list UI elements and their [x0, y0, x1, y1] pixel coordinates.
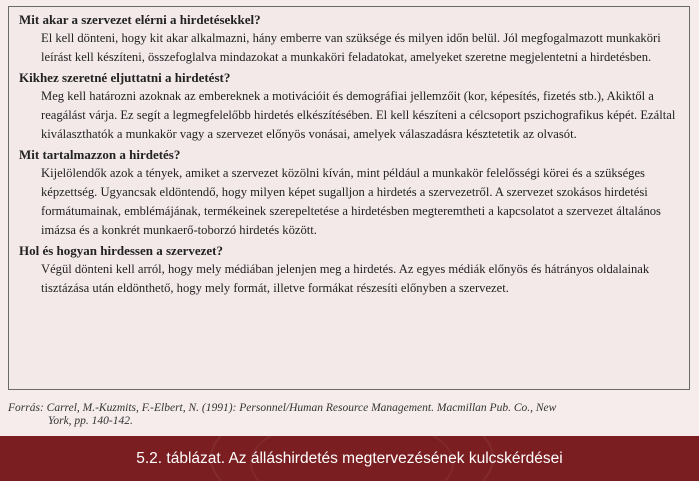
source-citation — [8, 402, 668, 428]
caption-bar — [0, 436, 699, 481]
source-line-1: Forrás: Carrel, M.-Kuzmits, F.-Elbert, N. (1991): Personnel/Human Resource Management. Macmillan Pub. Co., New — [8, 402, 557, 414]
answer-paragraph: Végül dönteni kell arról, hogy mely médiában jelenjen meg a hirdetés. Az egyes médiák előnyös és hátrányos oldalainak tisztázása után eldönthető, hogy mely formát, illetve formákat részesíti előnyben a szervezet. — [41, 262, 650, 295]
section-content — [19, 145, 679, 240]
content-box — [8, 6, 690, 390]
section-media — [19, 241, 679, 298]
question-heading: Mit tartalmazzon a hirdetés? — [19, 147, 181, 162]
question-heading: Hol és hogyan hirdessen a szervezet? — [19, 243, 224, 258]
section-audience — [19, 68, 679, 144]
question-heading: Kikhez szeretné eljuttatni a hirdetést? — [19, 70, 231, 85]
question-heading: Mit akar a szervezet elérni a hirdetésekkel? — [19, 12, 261, 27]
answer-paragraph: Kijelölendők azok a tények, amiket a szervezet közölni kíván, mint például a munkakör felelősségi körei és a szükséges képzettség. Ugyancsak eldöntendő, hogy milyen képet sugalljon a hirdetés a szervezetről. A szervezet szokásos hirdetési formátumainak, emblémájának, termékeinek szerepeltetése a hirdetésben megteremtheti a kapcsolatot a szervezet általános imázsa és a konkrét munkaerő-toborzó hirdetés között. — [41, 166, 661, 237]
table-caption: 5.2. táblázat. Az álláshirdetés megtervezésének kulcskérdései — [136, 450, 563, 467]
answer-paragraph: El kell dönteni, hogy kit akar alkalmazni, hány emberre van szüksége és milyen időn belül. Jól megfogalmazott munkaköri leírást kell készíteni, összefoglalva mindazokat a munkaköri feladatokat, amelyeket szeretne megjelentetni a hirdetésben. — [41, 31, 661, 64]
source-line-2: York, pp. 140-142. — [48, 415, 133, 427]
section-goals — [19, 10, 679, 67]
answer-paragraph: Meg kell határozni azoknak az embereknek a motivációit és demográfiai jellemzőit (kor, képesítés, fizetés stb.), Akiktől a reagálást várja. Ez segít a legmegfelelőbb hirdetés elkészítésében. El kell készíteni a célcsoport pszichografikus képét. Ezáltal kiválaszthatók a munkakör vagy a szervezet előnyös vonásai, amelyek válaszadásra késztetetik az olvasót. — [41, 89, 676, 141]
